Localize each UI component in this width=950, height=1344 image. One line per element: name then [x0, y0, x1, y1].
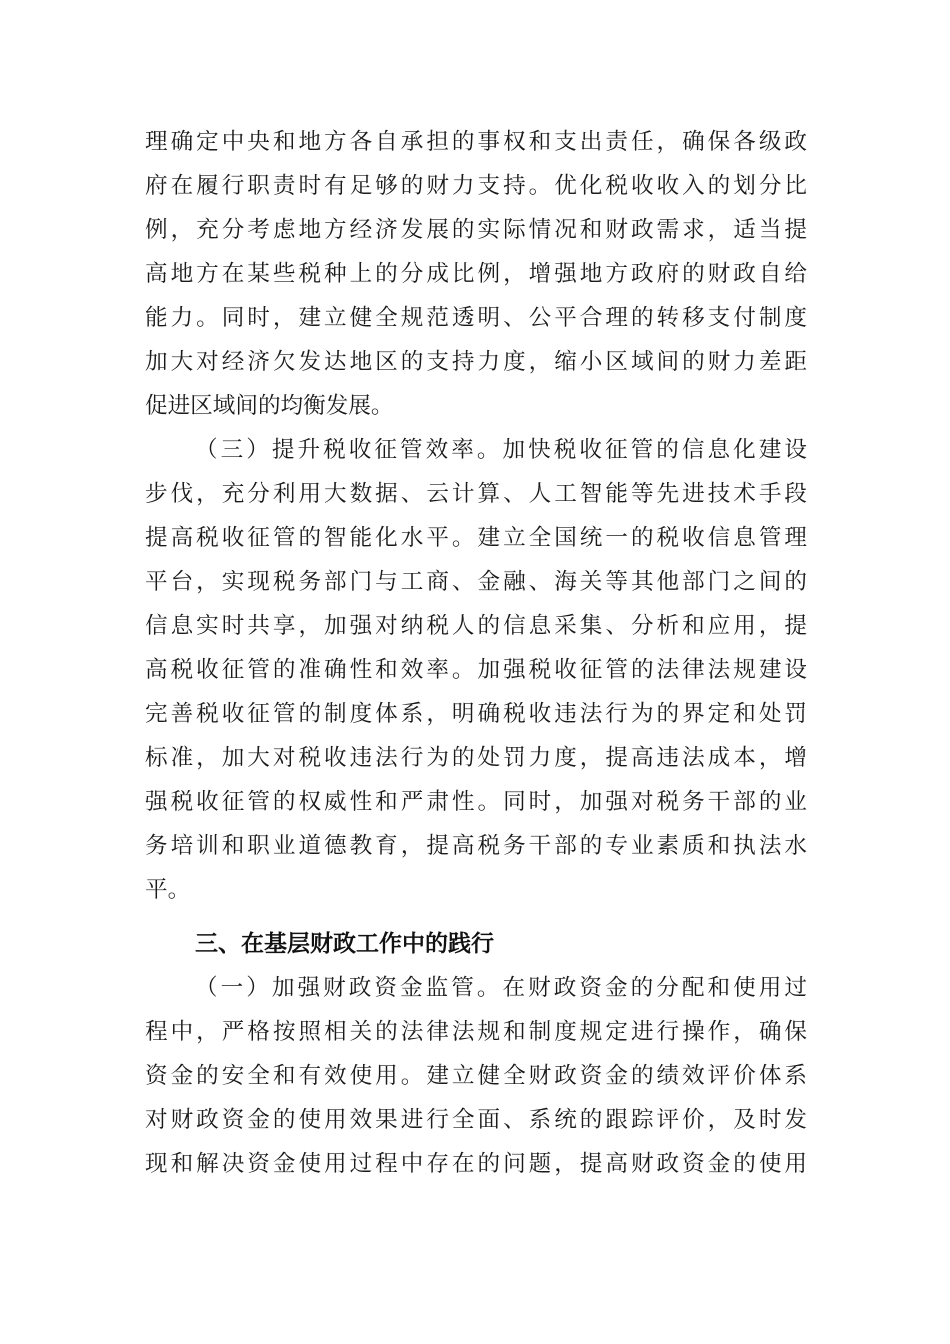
- text-line: 促进区域间的均衡发展。: [145, 393, 394, 419]
- text-line: 资金的安全和有效使用。建立健全财政资金的绩效评价体系: [145, 1063, 807, 1089]
- text-line: 完善税收征管的制度体系，明确税收违法行为的界定和处罚: [145, 701, 807, 727]
- text-line: 府在履行职责时有足够的财力支持。优化税收收入的划分比: [145, 173, 807, 199]
- text-line: 平台，实现税务部门与工商、金融、海关等其他部门之间的: [145, 569, 807, 595]
- text-line: 例，充分考虑地方经济发展的实际情况和财政需求，适当提: [145, 217, 807, 243]
- text-line: 务培训和职业道德教育，提高税务干部的专业素质和执法水: [145, 833, 807, 859]
- text-line: 提高税收征管的智能化水平。建立全国统一的税收信息管理: [145, 525, 807, 551]
- text-line: 步伐，充分利用大数据、云计算、人工智能等先进技术手段: [145, 481, 807, 507]
- text-line: 平。: [145, 877, 191, 903]
- text-line: 能力。同时，建立健全规范透明、公平合理的转移支付制度: [145, 305, 807, 331]
- text-line: 标准，加大对税收违法行为的处罚力度，提高违法成本，增: [145, 745, 807, 771]
- text-line: 现和解决资金使用过程中存在的问题，提高财政资金的使用: [145, 1151, 807, 1177]
- text-line: 程中，严格按照相关的法律法规和制度规定进行操作，确保: [145, 1019, 807, 1045]
- text-line: 高地方在某些税种上的分成比例，增强地方政府的财政自给: [145, 261, 807, 287]
- text-line: 加大对经济欠发达地区的支持力度，缩小区域间的财力差距: [145, 349, 807, 375]
- text-line: 对财政资金的使用效果进行全面、系统的跟踪评价，及时发: [145, 1107, 807, 1133]
- text-line: （三）提升税收征管效率。加快税收征管的信息化建设: [195, 437, 807, 463]
- text-line: 信息实时共享，加强对纳税人的信息采集、分析和应用，提: [145, 613, 807, 639]
- text-line: 理确定中央和地方各自承担的事权和支出责任，确保各级政: [145, 129, 807, 155]
- text-line: 强税收征管的权威性和严肃性。同时，加强对税务干部的业: [145, 789, 807, 815]
- text-line: 高税收征管的准确性和效率。加强税收征管的法律法规建设: [145, 657, 807, 683]
- section-heading: 三、在基层财政工作中的践行: [195, 931, 494, 957]
- text-line: （一）加强财政资金监管。在财政资金的分配和使用过: [195, 975, 807, 1001]
